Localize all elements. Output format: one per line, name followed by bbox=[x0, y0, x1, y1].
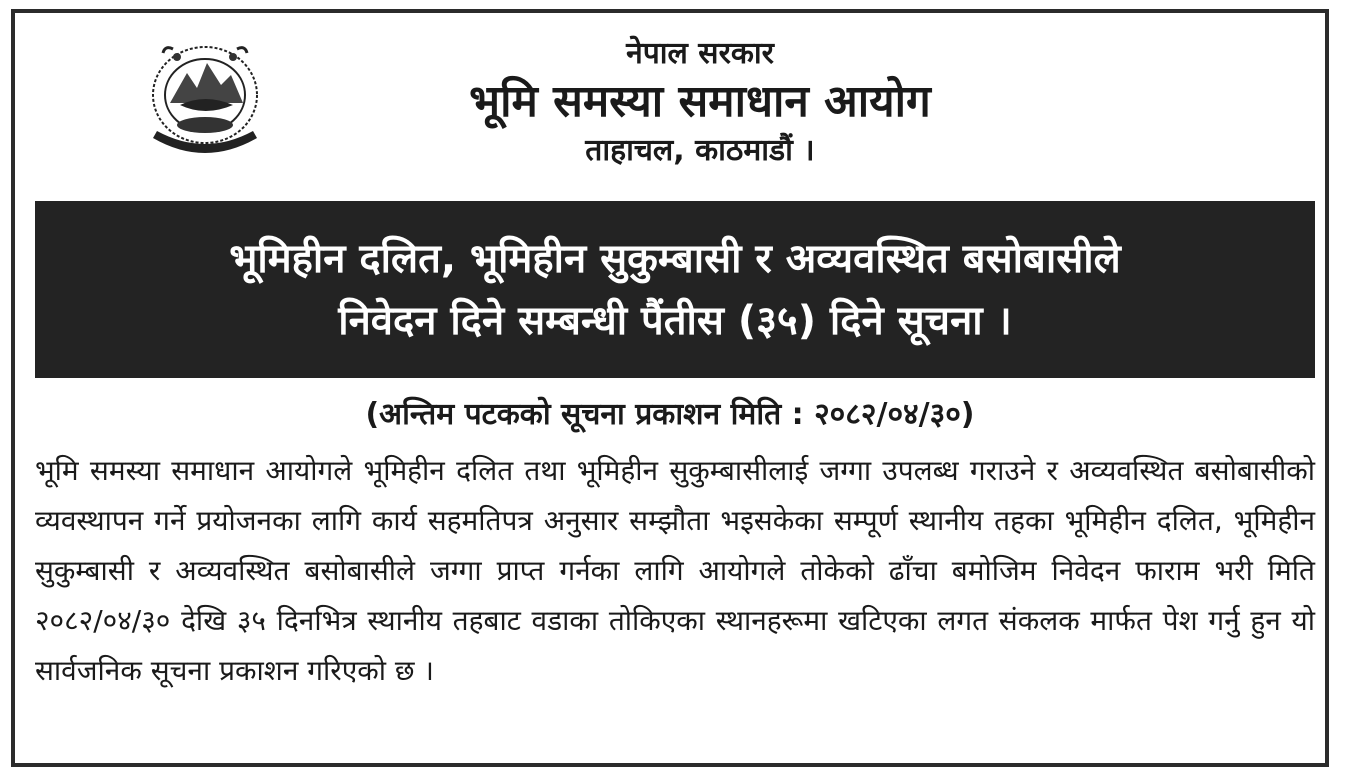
header bbox=[15, 35, 1325, 171]
organization-location: ताहाचल, काठमाडौं । bbox=[585, 133, 815, 168]
notice-title-line-2: निवेदन दिने सम्बन्धी पैंतीस (३५) दिने सूचना । bbox=[338, 297, 1012, 344]
government-name: नेपाल सरकार bbox=[626, 36, 774, 71]
notice-title-banner bbox=[35, 201, 1315, 378]
publication-date: (अन्तिम पटकको सूचना प्रकाशन मिति : २०८२/०४/३०) bbox=[365, 397, 975, 432]
notice-title-line-1: भूमिहीन दलित, भूमिहीन सुकुम्बासी र अव्यवस्थित बसोबासीले bbox=[229, 235, 1121, 282]
notice-body: भूमि समस्या समाधान आयोगले भूमिहीन दलित तथा भूमिहीन सुकुम्बासीलाई जग्गा उपलब्ध गराउने र अव्यवस्थित बसोबासीको व्यवस्थापन गर्ने प्रयोजनका लागि कार्य सहमतिपत्र अनुसार सम्झौता भइसकेका सम्पूर्ण स्थानीय तहका भूमिहीन दलित, भूमिहीन सुकुम्बासी र अव्यवस्थित बसोबासीले जग्गा प्राप्त गर्नका लागि आयोगले तोकेको ढाँचा बमोजिम निवेदन फाराम भरी मिति २०८२/०४/३० देखि ३५ दिनभित्र स्थानीय तहबाट वडाका तोकिएका स्थानहरूमा खटिएका लगत संकलक मार्फत पेश गर्नु हुन यो सार्वजनिक सूचना प्रकाशन गरिएको छ । bbox=[35, 454, 1315, 687]
organization-name: भूमि समस्या समाधान आयोग bbox=[469, 76, 931, 127]
notice-frame bbox=[11, 9, 1329, 767]
